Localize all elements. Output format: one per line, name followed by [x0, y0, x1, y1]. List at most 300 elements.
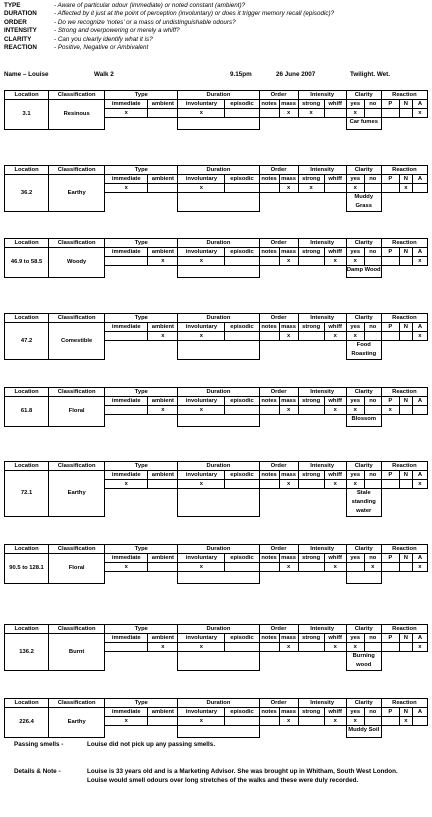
type-header: Type — [105, 91, 178, 100]
subheader-immediate: immediate — [105, 708, 148, 717]
subheader-no: no — [364, 397, 381, 406]
subheader-row — [5, 554, 428, 563]
mark-cell: x — [346, 717, 364, 726]
classification-value: Floral — [49, 397, 105, 427]
observation-table — [4, 698, 428, 738]
subheader-p: P — [381, 634, 399, 643]
spacer-cell — [105, 489, 178, 517]
location-value: 3.1 — [5, 100, 49, 130]
subheader-strong: strong — [298, 323, 324, 332]
intensity-header: Intensity — [298, 314, 346, 323]
duration-notes-box — [178, 489, 259, 517]
subheader-strong: strong — [298, 100, 324, 109]
legend-key: INTENSITY — [4, 27, 37, 35]
clarity-description: Burning wood — [346, 652, 381, 671]
subheader-episodic: episodic — [225, 634, 259, 643]
mark-cell: x — [324, 563, 346, 572]
empty-cell — [381, 717, 399, 726]
location-value: 90.5 to 128.1 — [5, 554, 49, 584]
empty-cell — [381, 109, 399, 118]
mark-cell: x — [279, 563, 298, 572]
empty-cell — [148, 563, 178, 572]
subheader-ambient: ambient — [148, 175, 178, 184]
duration-header: Duration — [178, 625, 259, 634]
classification-value: Earthy — [49, 708, 105, 738]
legend-row — [4, 27, 428, 35]
clarity-header: Clarity — [346, 314, 381, 323]
mark-cell: x — [279, 332, 298, 341]
location-header: Location — [5, 388, 49, 397]
subheader-row — [5, 634, 428, 643]
subheader-whiff: whiff — [324, 708, 346, 717]
type-header: Type — [105, 388, 178, 397]
subheader-yes: yes — [346, 100, 364, 109]
subheader-whiff: whiff — [324, 175, 346, 184]
clarity-description: Muddy Soil — [346, 726, 381, 738]
empty-cell — [298, 257, 324, 266]
spacer-cell — [381, 193, 427, 212]
subheader-mass: mass — [279, 323, 298, 332]
classification-value: Burnt — [49, 634, 105, 671]
empty-cell — [225, 406, 259, 415]
type-header: Type — [105, 239, 178, 248]
clarity-description: Blossom — [346, 415, 381, 427]
empty-cell — [225, 184, 259, 193]
duration-header: Duration — [178, 545, 259, 554]
mark-cell: x — [346, 480, 364, 489]
legend-key: REACTION — [4, 44, 37, 52]
classification-value: Earthy — [49, 175, 105, 212]
reaction-header: Reaction — [381, 699, 427, 708]
mark-cell: x — [324, 406, 346, 415]
empty-cell — [105, 257, 148, 266]
empty-cell — [259, 563, 279, 572]
spacer-cell — [105, 266, 178, 278]
legend-key: ORDER — [4, 18, 27, 26]
duration-header: Duration — [178, 166, 259, 175]
subheader-no: no — [364, 100, 381, 109]
mark-cell: x — [105, 717, 148, 726]
mark-cell: x — [178, 643, 225, 652]
subheader-strong: strong — [298, 471, 324, 480]
duration-header: Duration — [178, 699, 259, 708]
header-row — [5, 91, 428, 100]
spacer-cell — [381, 415, 427, 427]
subheader-row — [5, 323, 428, 332]
intensity-header: Intensity — [298, 388, 346, 397]
observation-table — [4, 238, 428, 278]
subheader-a: A — [412, 175, 427, 184]
location-value: 36.2 — [5, 175, 49, 212]
spacer-cell — [381, 726, 427, 738]
empty-cell — [148, 184, 178, 193]
intensity-header: Intensity — [298, 239, 346, 248]
subheader-episodic: episodic — [225, 554, 259, 563]
empty-cell — [364, 717, 381, 726]
mark-cell: x — [148, 257, 178, 266]
subheader-n: N — [399, 634, 412, 643]
subheader-whiff: whiff — [324, 100, 346, 109]
mark-cell: x — [178, 109, 225, 118]
empty-cell — [225, 332, 259, 341]
mark-cell: x — [381, 406, 399, 415]
empty-cell — [412, 184, 427, 193]
duration-notes-box — [178, 193, 259, 212]
empty-cell — [225, 563, 259, 572]
empty-cell — [381, 184, 399, 193]
mark-cell: x — [178, 480, 225, 489]
legend-row — [4, 44, 428, 52]
mark-cell: x — [364, 563, 381, 572]
subheader-a: A — [412, 397, 427, 406]
subheader-n: N — [399, 471, 412, 480]
clarity-description — [346, 572, 381, 584]
order-header: Order — [259, 699, 298, 708]
subheader-mass: mass — [279, 248, 298, 257]
mark-cell: x — [324, 717, 346, 726]
subheader-no: no — [364, 708, 381, 717]
subheader-strong: strong — [298, 554, 324, 563]
subheader-yes: yes — [346, 471, 364, 480]
subheader-involuntary: involuntary — [178, 100, 225, 109]
legend-text: - Strong and overpowering or merely a whiff? — [54, 27, 180, 35]
observation-table — [4, 165, 428, 212]
empty-cell — [364, 109, 381, 118]
location-value: 226.4 — [5, 708, 49, 738]
subheader-a: A — [412, 323, 427, 332]
location-header: Location — [5, 91, 49, 100]
empty-cell — [105, 406, 148, 415]
empty-cell — [298, 643, 324, 652]
order-header: Order — [259, 239, 298, 248]
subheader-no: no — [364, 323, 381, 332]
reaction-header: Reaction — [381, 625, 427, 634]
classification-header: Classification — [49, 625, 105, 634]
subheader-notes: notes — [259, 100, 279, 109]
subheader-yes: yes — [346, 554, 364, 563]
subheader-a: A — [412, 634, 427, 643]
empty-cell — [148, 109, 178, 118]
empty-cell — [399, 406, 412, 415]
spacer-cell — [259, 489, 346, 517]
observation-table — [4, 461, 428, 517]
session-conditions: Twilight. Wet. — [350, 71, 390, 78]
subheader-p: P — [381, 471, 399, 480]
location-header: Location — [5, 545, 49, 554]
empty-cell — [399, 563, 412, 572]
spacer-cell — [105, 341, 178, 360]
duration-header: Duration — [178, 314, 259, 323]
mark-cell: x — [279, 717, 298, 726]
observation-block — [4, 387, 428, 427]
mark-cell: x — [279, 406, 298, 415]
subheader-mass: mass — [279, 100, 298, 109]
subheader-immediate: immediate — [105, 248, 148, 257]
empty-cell — [259, 332, 279, 341]
empty-cell — [298, 717, 324, 726]
subheader-p: P — [381, 708, 399, 717]
subheader-involuntary: involuntary — [178, 397, 225, 406]
header-row — [5, 625, 428, 634]
empty-cell — [399, 480, 412, 489]
subheader-row — [5, 248, 428, 257]
mark-cell: x — [324, 643, 346, 652]
duration-header: Duration — [178, 462, 259, 471]
observation-block — [4, 313, 428, 360]
legend-row — [4, 36, 428, 44]
subheader-n: N — [399, 248, 412, 257]
order-header: Order — [259, 314, 298, 323]
type-header: Type — [105, 625, 178, 634]
clarity-description: Stale standing water — [346, 489, 381, 517]
duration-header: Duration — [178, 388, 259, 397]
subheader-ambient: ambient — [148, 397, 178, 406]
subheader-immediate: immediate — [105, 471, 148, 480]
subheader-row — [5, 175, 428, 184]
classification-header: Classification — [49, 314, 105, 323]
classification-header: Classification — [49, 462, 105, 471]
subheader-notes: notes — [259, 471, 279, 480]
spacer-cell — [259, 118, 346, 130]
location-header: Location — [5, 462, 49, 471]
mark-cell: x — [346, 257, 364, 266]
reaction-header: Reaction — [381, 239, 427, 248]
clarity-header: Clarity — [346, 239, 381, 248]
subheader-a: A — [412, 100, 427, 109]
header-row — [5, 239, 428, 248]
header-row — [5, 388, 428, 397]
reaction-header: Reaction — [381, 91, 427, 100]
type-header: Type — [105, 462, 178, 471]
empty-cell — [259, 480, 279, 489]
subheader-p: P — [381, 175, 399, 184]
subheader-immediate: immediate — [105, 397, 148, 406]
empty-cell — [259, 406, 279, 415]
observation-block — [4, 165, 428, 212]
subheader-ambient: ambient — [148, 248, 178, 257]
classification-value: Woody — [49, 248, 105, 278]
subheader-ambient: ambient — [148, 634, 178, 643]
header-row — [5, 545, 428, 554]
subheader-p: P — [381, 554, 399, 563]
subheader-row — [5, 471, 428, 480]
empty-cell — [381, 643, 399, 652]
empty-cell — [399, 257, 412, 266]
spacer-cell — [105, 415, 178, 427]
spacer-cell — [381, 572, 427, 584]
subheader-n: N — [399, 175, 412, 184]
mark-cell: x — [178, 332, 225, 341]
location-header: Location — [5, 625, 49, 634]
location-value: 72.1 — [5, 471, 49, 517]
mark-cell: x — [412, 257, 427, 266]
subheader-involuntary: involuntary — [178, 175, 225, 184]
empty-cell — [346, 563, 364, 572]
spacer-cell — [105, 572, 178, 584]
legend-text: - Can you clearly identify what it is? — [54, 35, 153, 43]
intensity-header: Intensity — [298, 545, 346, 554]
spacer-cell — [259, 726, 346, 738]
subheader-immediate: immediate — [105, 323, 148, 332]
legend-text: - Aware of particular odour (immediate) or noted constant (ambient)? — [54, 2, 246, 9]
duration-notes-box — [178, 118, 259, 130]
mark-cell: x — [105, 184, 148, 193]
subheader-immediate: immediate — [105, 100, 148, 109]
duration-notes-box — [178, 726, 259, 738]
mark-cell: x — [178, 406, 225, 415]
subheader-whiff: whiff — [324, 323, 346, 332]
classification-value: Comestible — [49, 323, 105, 360]
empty-cell — [298, 406, 324, 415]
location-header: Location — [5, 239, 49, 248]
empty-cell — [364, 406, 381, 415]
location-value: 136.2 — [5, 634, 49, 671]
empty-cell — [259, 184, 279, 193]
session-time: 9.15pm — [230, 71, 252, 78]
subheader-no: no — [364, 554, 381, 563]
empty-cell — [399, 643, 412, 652]
spacer-cell — [259, 341, 346, 360]
subheader-ambient: ambient — [148, 471, 178, 480]
mark-cell: x — [412, 480, 427, 489]
subheader-yes: yes — [346, 323, 364, 332]
reaction-header: Reaction — [381, 388, 427, 397]
header-row — [5, 314, 428, 323]
classification-header: Classification — [49, 699, 105, 708]
classification-header: Classification — [49, 166, 105, 175]
order-header: Order — [259, 545, 298, 554]
empty-cell — [399, 109, 412, 118]
spacer-cell — [105, 652, 178, 671]
subheader-whiff: whiff — [324, 554, 346, 563]
subheader-mass: mass — [279, 397, 298, 406]
subheader-notes: notes — [259, 554, 279, 563]
empty-cell — [105, 332, 148, 341]
mark-cell: x — [412, 109, 427, 118]
subheader-episodic: episodic — [225, 708, 259, 717]
subheader-n: N — [399, 323, 412, 332]
header-row — [5, 699, 428, 708]
intensity-header: Intensity — [298, 91, 346, 100]
passing-smells-label: Passing smells - — [14, 741, 64, 748]
mark-cell: x — [178, 717, 225, 726]
details-note-text: Louise is 33 years old and is a Marketing Advisor. She was brought up in Whitham, South West London. Louise would smell odours over long stretches of the walks and these were duly recorded. — [87, 768, 398, 784]
legend-key: TYPE — [4, 2, 21, 9]
mark-cell: x — [178, 184, 225, 193]
spacer-cell — [105, 193, 178, 212]
mark-cell: x — [346, 332, 364, 341]
empty-cell — [364, 184, 381, 193]
reaction-header: Reaction — [381, 462, 427, 471]
subheader-n: N — [399, 100, 412, 109]
order-header: Order — [259, 625, 298, 634]
mark-cell: x — [148, 332, 178, 341]
empty-cell — [225, 643, 259, 652]
subheader-immediate: immediate — [105, 175, 148, 184]
mark-cell: x — [178, 257, 225, 266]
spacer-cell — [381, 341, 427, 360]
mark-cell: x — [324, 257, 346, 266]
subheader-strong: strong — [298, 248, 324, 257]
mark-cell: x — [279, 257, 298, 266]
location-value: 47.2 — [5, 323, 49, 360]
empty-cell — [364, 480, 381, 489]
observation-block — [4, 90, 428, 130]
spacer-cell — [105, 726, 178, 738]
observation-block — [4, 624, 428, 671]
mark-cell: x — [346, 406, 364, 415]
empty-cell — [381, 563, 399, 572]
subheader-mass: mass — [279, 471, 298, 480]
participant-name: Name – Louise — [4, 71, 49, 78]
subheader-p: P — [381, 248, 399, 257]
subheader-a: A — [412, 708, 427, 717]
type-header: Type — [105, 699, 178, 708]
subheader-immediate: immediate — [105, 634, 148, 643]
mark-cell: x — [399, 184, 412, 193]
subheader-p: P — [381, 397, 399, 406]
spacer-cell — [259, 572, 346, 584]
mark-cell: x — [324, 480, 346, 489]
observation-block — [4, 544, 428, 584]
subheader-involuntary: involuntary — [178, 471, 225, 480]
subheader-episodic: episodic — [225, 323, 259, 332]
legend-row — [4, 10, 428, 18]
legend-row — [4, 2, 428, 10]
empty-cell — [364, 643, 381, 652]
subheader-involuntary: involuntary — [178, 554, 225, 563]
classification-header: Classification — [49, 388, 105, 397]
mark-cell: x — [346, 109, 364, 118]
subheader-involuntary: involuntary — [178, 634, 225, 643]
clarity-header: Clarity — [346, 462, 381, 471]
subheader-mass: mass — [279, 554, 298, 563]
subheader-n: N — [399, 708, 412, 717]
subheader-n: N — [399, 554, 412, 563]
observation-table — [4, 624, 428, 671]
location-header: Location — [5, 699, 49, 708]
session-info — [4, 71, 428, 81]
mark-cell: x — [279, 480, 298, 489]
subheader-whiff: whiff — [324, 248, 346, 257]
subheader-notes: notes — [259, 397, 279, 406]
spacer-cell — [381, 266, 427, 278]
spacer-cell — [259, 266, 346, 278]
legend — [4, 2, 428, 52]
subheader-no: no — [364, 471, 381, 480]
location-header: Location — [5, 314, 49, 323]
clarity-header: Clarity — [346, 91, 381, 100]
header-row — [5, 462, 428, 471]
empty-cell — [225, 109, 259, 118]
subheader-involuntary: involuntary — [178, 323, 225, 332]
clarity-description: Muddy Grass — [346, 193, 381, 212]
mark-cell: x — [148, 406, 178, 415]
subheader-yes: yes — [346, 248, 364, 257]
mark-cell: x — [399, 717, 412, 726]
subheader-yes: yes — [346, 175, 364, 184]
empty-cell — [298, 563, 324, 572]
legend-text: - Do we recognize ‘notes’ or a mass of undistinguishable odours? — [54, 18, 236, 26]
mark-cell: x — [412, 643, 427, 652]
subheader-notes: notes — [259, 175, 279, 184]
mark-cell: x — [105, 109, 148, 118]
empty-cell — [381, 480, 399, 489]
empty-cell — [259, 643, 279, 652]
empty-cell — [298, 332, 324, 341]
subheader-mass: mass — [279, 708, 298, 717]
empty-cell — [225, 257, 259, 266]
